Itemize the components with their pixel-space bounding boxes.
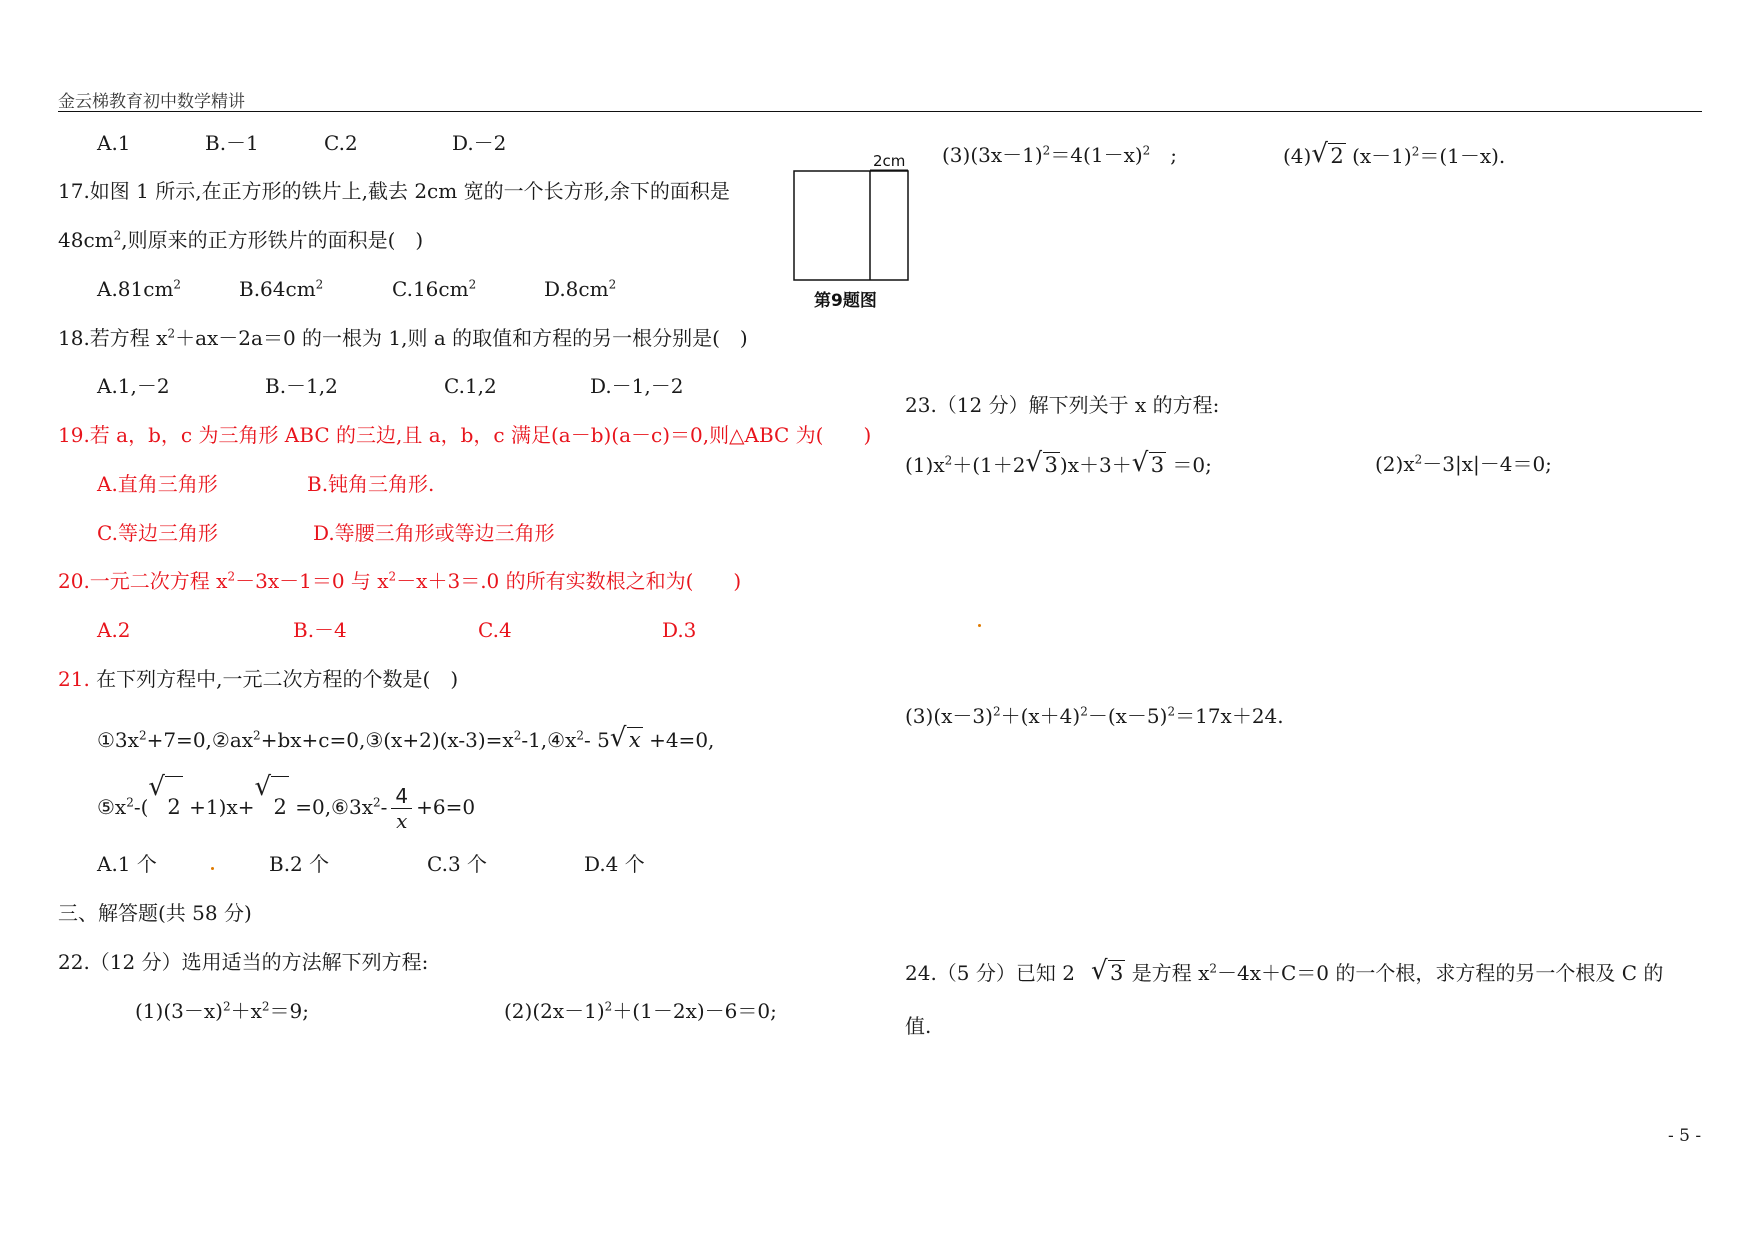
q19-option-d: D.等腰三角形或等边三角形 — [313, 521, 555, 545]
q21-equations-line1: $①3x^2+7=0,②ax^2+bx+c=0,③(x+2)(x-3)=x^2-1,④x^2-$ 5√ x +4=0, — [97, 727, 714, 752]
fraction-4-over-x: $\frac{4}{x}$ — [391, 784, 412, 833]
q16-option-c: C.2 — [324, 131, 358, 155]
q16-option-b: B.－1 — [205, 131, 259, 155]
q22-stem: 22.（12 分）选用适当的方法解下列方程: — [58, 950, 429, 974]
q20-option-d: D.3 — [662, 618, 697, 642]
q22-equation-2: $(2)(2x-1)^2+(1-2x)-6=0$; — [504, 999, 777, 1023]
q17-stem-line1: 17.如图 1 所示,在正方形的铁片上,截去 2cm 宽的一个长方形,余下的面积是 — [58, 179, 730, 203]
q17-stem-line2: $48cm^2$,则原来的正方形铁片的面积是( ) — [58, 228, 424, 252]
q22-equation-4: (4)√ 2 $(x-1)^2=(1-x)$. — [1283, 143, 1505, 168]
q21-option-a: A.1 个 — [97, 852, 157, 876]
figure-caption: 第9题图 — [814, 291, 877, 311]
q21-option-c: C.3 个 — [427, 852, 488, 876]
q20-stem: 20.一元二次方程 $x^2-3x-1=0$ 与 $x^2-x+3=.0$ 的所有实数根之和为( ) — [58, 569, 742, 593]
header-title: 金云梯教育初中数学精讲 — [58, 92, 245, 112]
q21-option-d: D.4 个 — [584, 852, 645, 876]
stray-mark — [211, 867, 214, 870]
q23-equation-1: $(1)x^2+(1+2√$ 3 )x＋3＋√ 3 ＝0; — [905, 452, 1212, 477]
q17-option-d: $D.8cm^2$ — [544, 277, 617, 301]
q16-option-a: A.1 — [97, 131, 131, 155]
q18-option-c: C.1,2 — [444, 374, 497, 398]
q22-equation-1: $(1)(3-x)^2+x^2=9$; — [135, 999, 309, 1023]
q20-option-b: B.－4 — [293, 618, 347, 642]
q23-equation-3: $(3)(x-3)^2+(x+4)^2-(x-5)^2=17x+24$. — [905, 704, 1284, 728]
q19-option-a: A.直角三角形 — [97, 472, 218, 496]
q16-option-d: D.－2 — [452, 131, 507, 155]
sqrt-3: √ 3 — [1028, 452, 1060, 477]
q19-stem: 19.若 a，b，c 为三角形 ABC 的三边,且 a，b，c 满足(a－b)(a－c)＝0,则△ABC 为( ) — [58, 423, 872, 447]
q21-option-b: B.2 个 — [269, 852, 330, 876]
q23-equation-2: $(2)x^2-3|x|-4=0$; — [1375, 452, 1552, 476]
q21-number: 21. — [58, 667, 90, 691]
q24-stem-line1: 24.（5 分）已知 2√ 3 是方程 $x^2-4x+C=0$ 的一个根，求方程的另一个根及 C 的 — [905, 960, 1663, 985]
sqrt-3: √ 3 — [1093, 960, 1125, 985]
q17-option-c: $C.16cm^2$ — [392, 277, 477, 301]
q21-stem — [58, 667, 458, 691]
q23-stem: 23.（12 分）解下列关于 x 的方程: — [905, 393, 1220, 417]
q24-stem-line2: 值. — [905, 1014, 932, 1038]
sqrt-x: √ x — [612, 727, 643, 752]
q18-option-a: A.1,－2 — [97, 374, 170, 398]
q17-option-b: $B.64cm^2$ — [239, 277, 324, 301]
q17-option-a: $A.81cm^2$ — [97, 277, 182, 301]
q20-option-c: C.4 — [478, 618, 512, 642]
q21-equations-line2: $⑤x^2-(√$ 2 +1)x+√ $2 =0,⑥3x^2-$ $\frac{4}{x}$ +6=0 — [97, 776, 475, 837]
q20-option-a: A.2 — [97, 618, 131, 642]
sqrt-2: √ 2 — [150, 776, 182, 837]
q19-option-c: C.等边三角形 — [97, 521, 218, 545]
sqrt-2: √ 2 — [1313, 143, 1345, 168]
page-number: - 5 - — [1668, 1126, 1702, 1146]
q19-option-b: B.钝角三角形. — [307, 472, 435, 496]
q21-stem-rest: 在下列方程中,一元二次方程的个数是( ) — [89, 667, 459, 691]
sqrt-2: √ 2 — [256, 776, 288, 837]
q22-equation-3: $(3)(3x-1)^2=4(1-x)^2$ ; — [942, 143, 1178, 167]
square-outline — [794, 171, 908, 280]
section-heading: 三、解答题(共 58 分) — [58, 901, 252, 925]
sqrt-3: √ 3 — [1134, 452, 1166, 477]
square-figure — [790, 150, 920, 315]
q18-stem: 18.若方程 $x^2+ax-2a=0$ 的一根为 1,则 a 的取值和方程的另一根分别是( ) — [58, 326, 748, 350]
q18-option-d: D.－1,－2 — [590, 374, 684, 398]
q18-option-b: B.－1,2 — [265, 374, 338, 398]
stray-mark — [978, 624, 981, 627]
figure-width-label: 2cm — [873, 152, 906, 170]
header-rule — [58, 111, 1702, 112]
